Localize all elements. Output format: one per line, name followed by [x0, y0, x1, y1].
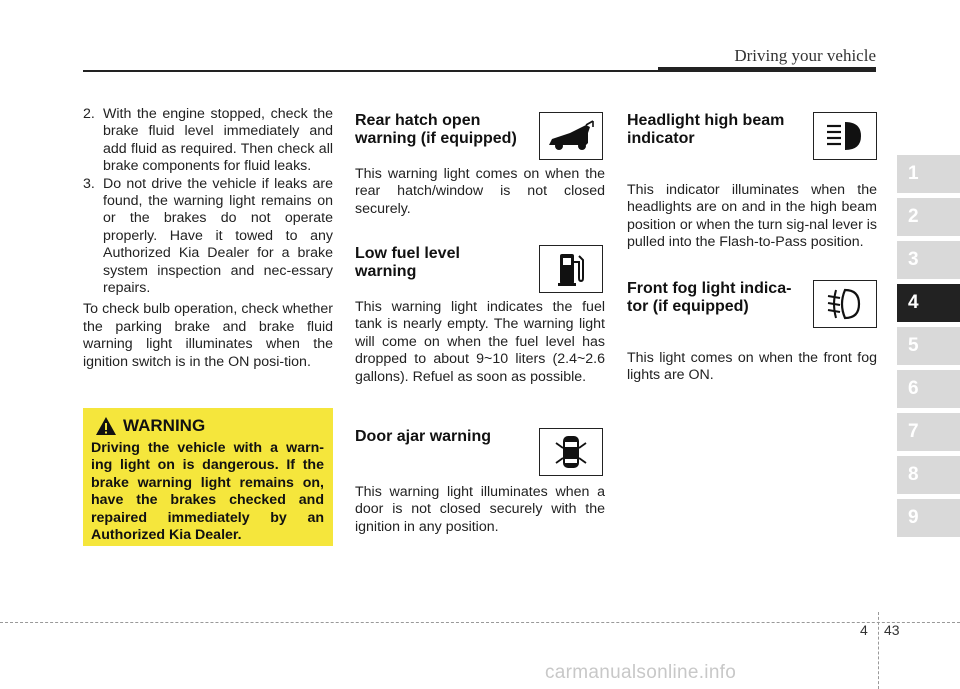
watermark: carmanualsonline.info: [545, 662, 737, 683]
bulb-check-paragraph: To check bulb operation, check whether the parking brake and brake fluid warning light illuminates when the ignition switch is in the ON posi-tion.: [83, 301, 333, 370]
warning-box: [83, 408, 333, 546]
list-item-number: 3.: [83, 175, 95, 192]
list-item-text: With the engine stopped, check the brake fluid level immediately and add fluid as required. Then check all brake components for fluid leaks.: [103, 106, 333, 175]
list-item-number: 2.: [83, 106, 95, 122]
chapter-tab-8[interactable]: 8: [897, 456, 960, 494]
left-column: [83, 106, 333, 371]
front-fog-heading: Front fog light indica- tor (if equipped): [627, 280, 792, 315]
header-rule-accent: [658, 67, 876, 72]
page-number: 43: [884, 622, 900, 638]
high-beam-icon: [813, 112, 877, 160]
high-beam-section: [627, 112, 877, 252]
chapter-tab-1[interactable]: 1: [897, 155, 960, 193]
chapter-tab-5[interactable]: 5: [897, 327, 960, 365]
rear-hatch-icon: [539, 112, 603, 160]
door-ajar-heading: Door ajar warning: [355, 428, 492, 445]
chapter-tab-9[interactable]: 9: [897, 499, 960, 537]
warning-text: Driving the vehicle with a warn-ing light on is dangerous. If the brake warning light remains on, have the brakes checked and repaired immediately by an Authorized Kia Dealer.: [91, 440, 324, 544]
low-fuel-section: [355, 245, 605, 386]
front-fog-section: [627, 280, 877, 385]
high-beam-body: This indicator illuminates when the headlights are on and in the high beam position or when the turn sig-nal lever is pulled into the Flash-to-Pass position.: [627, 182, 877, 251]
list-item: [83, 176, 333, 298]
front-fog-body: This light comes on when the front fog lights are ON.: [627, 350, 877, 384]
chapter-tab-4[interactable]: 4: [897, 284, 960, 322]
list-item-text: Do not drive the vehicle if leaks are found, the warning light remains on or the brakes do not operate properly. Have it towed to any Authorized Kia Dealer for a brake system inspection and nec-essary repairs.: [103, 175, 333, 297]
door-ajar-body: This warning light illuminates when a door is not closed securely with the ignition in any position.: [355, 484, 605, 535]
high-beam-heading: Headlight high beam indicator: [627, 112, 785, 147]
warning-title: WARNING: [123, 416, 206, 435]
rear-hatch-section: [355, 112, 605, 218]
warning-triangle-icon: [95, 416, 117, 436]
low-fuel-body: This warning light indicates the fuel tank is nearly empty. The warning light will come on when the fuel level has dropped to about 9~10 liters (2.4~2.6 gallons). Refuel as soon as possible.: [355, 299, 605, 385]
front-fog-light-icon: [813, 280, 877, 328]
fuel-pump-icon: [539, 245, 603, 293]
page-chapter-number: 4: [860, 622, 868, 638]
rear-hatch-body: This warning light comes on when the rear hatch/window is not closed securely.: [355, 166, 605, 217]
page-header-title: Driving your vehicle: [734, 46, 876, 65]
list-item: [83, 106, 333, 176]
chapter-tab-3[interactable]: 3: [897, 241, 960, 279]
footer-rule: [0, 622, 960, 623]
low-fuel-heading: Low fuel level warning: [355, 245, 460, 280]
door-ajar-icon: [539, 428, 603, 476]
rear-hatch-heading: Rear hatch open warning (if equipped): [355, 112, 517, 147]
footer-divider: [878, 612, 879, 689]
chapter-tab-6[interactable]: 6: [897, 370, 960, 408]
chapter-tab-7[interactable]: 7: [897, 413, 960, 451]
door-ajar-section: [355, 428, 605, 536]
chapter-tab-2[interactable]: 2: [897, 198, 960, 236]
